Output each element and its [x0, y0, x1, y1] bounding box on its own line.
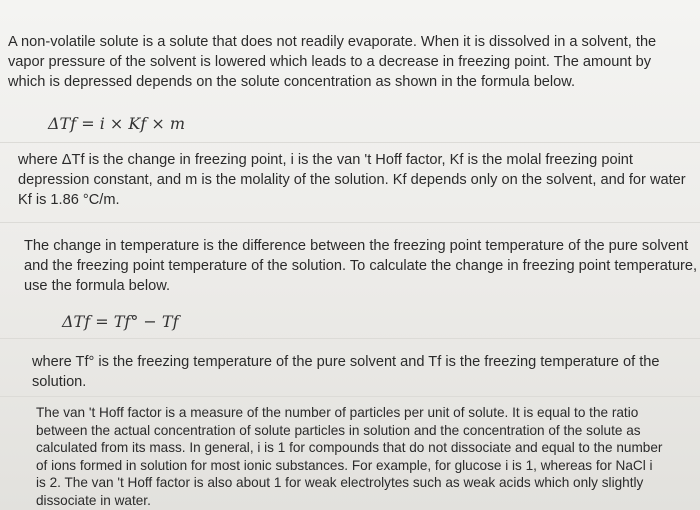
section-divider: [0, 222, 700, 223]
vanthoff-line-6: dissociate in water.: [36, 492, 151, 508]
section-divider: [0, 396, 700, 397]
vanthoff-paragraph: [36, 404, 662, 509]
section-divider: [0, 338, 700, 339]
change-line-2: and the freezing point temperature of the solution. To calculate the change in freezing point temperature,: [24, 258, 698, 274]
where2-line-1: where Tf° is the freezing temperature of the pure solvent and Tf is the freezing temperature of the: [32, 354, 660, 370]
where2-paragraph: [32, 352, 660, 392]
intro-paragraph: [8, 32, 656, 92]
where1-line-2: depression constant, and m is the molality of the solution. Kf depends only on the solvent, and for water: [18, 172, 686, 188]
intro-line-2: vapor pressure of the solvent is lowered which leads to a decrease in freezing point. The amount by: [8, 54, 652, 70]
change-paragraph: [24, 236, 697, 296]
where1-line-1: where ΔTf is the change in freezing point, i is the van 't Hoff factor, Kf is the molal freezing point: [18, 152, 633, 168]
formula-1-text: ΔTf = i × Kf × m: [48, 114, 186, 133]
vanthoff-line-2: between the actual concentration of solute particles in solution and the concentration of the solute as: [36, 422, 641, 438]
change-line-3: use the formula below.: [24, 278, 171, 294]
freezing-point-depression-formula: [48, 114, 185, 133]
where2-line-2: solution.: [32, 374, 87, 390]
formula-2-text: ΔTf = Tf° − Tf: [62, 312, 179, 331]
where1-paragraph: [18, 150, 686, 210]
intro-line-3: which is depressed depends on the solute concentration as shown in the formula below.: [8, 74, 576, 90]
vanthoff-line-4: of ions formed in solution for most ionic substances. For example, for glucose i is 1, whereas for NaCl i: [36, 457, 653, 473]
intro-line-1: A non-volatile solute is a solute that does not readily evaporate. When it is dissolved in a solvent, the: [8, 34, 657, 50]
vanthoff-line-1: The van 't Hoff factor is a measure of the number of particles per unit of solute. It is equal to the ratio: [36, 405, 639, 420]
vanthoff-line-5: is 2. The van 't Hoff factor is also about 1 for weak electrolytes such as weak acids which only slightly: [36, 475, 644, 490]
section-divider: [0, 142, 700, 143]
change-line-1: The change in temperature is the difference between the freezing point temperature of the pure solvent: [24, 238, 689, 254]
temperature-change-formula: [62, 312, 179, 331]
vanthoff-line-3: calculated from its mass. In general, i is 1 for compounds that do not dissociate and equal to the number: [36, 440, 663, 455]
where1-line-3: Kf is 1.86 °C/m.: [18, 192, 120, 208]
